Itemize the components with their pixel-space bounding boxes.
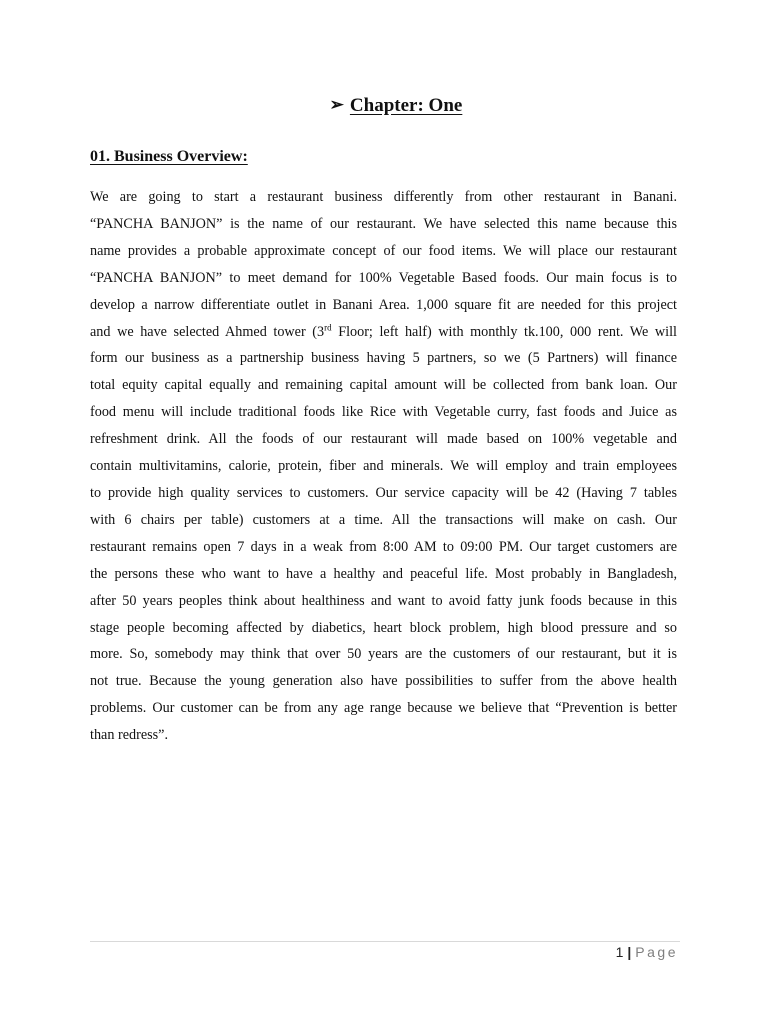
ordinal-superscript: rd bbox=[324, 321, 332, 332]
body-paragraph bbox=[90, 184, 677, 749]
paragraph-line: more. So, somebody may think that over 50 years are the customers of our restaurant, but it is bbox=[90, 646, 677, 663]
paragraph-line: stage people becoming affected by diabetics, heart block problem, high blood pressure and so bbox=[90, 619, 677, 636]
paragraph-line: not true. Because the young generation also have possibilities to suffer from the above health bbox=[90, 673, 677, 690]
paragraph-line: We are going to start a restaurant business differently from other restaurant in Banani. bbox=[90, 189, 677, 205]
paragraph-line: the persons these who want to have a healthy and peaceful life. Most probably in Bangladesh, bbox=[90, 565, 677, 582]
paragraph-line: develop a narrow differentiate outlet in Banani Area. 1,000 square fit are needed for this project bbox=[90, 296, 677, 313]
paragraph-line: total equity capital equally and remaining capital amount will be collected from bank loan. Our bbox=[90, 377, 677, 394]
paragraph-line: “PANCHA BANJON” is the name of our restaurant. We have selected this name because this bbox=[90, 215, 677, 232]
section-title: 01. Business Overview: bbox=[90, 148, 248, 165]
paragraph-line: refreshment drink. All the foods of our restaurant will made based on 100% vegetable and bbox=[90, 431, 677, 448]
page-number: 1 bbox=[615, 944, 624, 960]
chapter-heading bbox=[0, 92, 768, 119]
paragraph-line: after 50 years peoples think about healthiness and want to avoid fatty junk foods because in this bbox=[90, 592, 677, 609]
page-label: Page bbox=[635, 944, 678, 960]
paragraph-line: restaurant remains open 7 days in a weak from 8:00 AM to 09:00 PM. Our target customers are bbox=[90, 538, 677, 555]
paragraph-line: contain multivitamins, calorie, protein, fiber and minerals. We will employ and train employees bbox=[90, 458, 677, 475]
arrow-bullet-icon: ➢ bbox=[329, 95, 344, 114]
line-text: Floor; left half) with monthly tk.100, 000 rent. We will bbox=[331, 323, 677, 340]
paragraph-line: food menu will include traditional foods like Rice with Vegetable curry, fast foods and Juice as bbox=[90, 404, 677, 421]
line-text: and we have selected Ahmed tower (3 bbox=[90, 323, 325, 340]
footer-divider bbox=[90, 941, 680, 942]
chapter-title: Chapter: One bbox=[349, 95, 463, 116]
paragraph-line: problems. Our customer can be from any age range because we believe that “Prevention is better bbox=[90, 700, 677, 717]
paragraph-line: with 6 chairs per table) customers at a time. All the transactions will make on cash. Our bbox=[90, 511, 677, 528]
paragraph-line: form our business as a partnership business having 5 partners, so we (5 Partners) will finance bbox=[90, 350, 677, 367]
paragraph-line: name provides a probable approximate concept of our food items. We will place our restaurant bbox=[90, 242, 677, 259]
page-footer bbox=[616, 942, 678, 962]
paragraph-line: “PANCHA BANJON” to meet demand for 100% Vegetable Based foods. Our main focus is to bbox=[90, 269, 677, 286]
paragraph-line: than redress”. bbox=[90, 727, 168, 744]
paragraph-line: to provide high quality services to customers. Our service capacity will be 42 (Having 7 tables bbox=[90, 484, 677, 501]
footer-separator: | bbox=[627, 944, 632, 960]
paragraph-line bbox=[90, 319, 677, 346]
